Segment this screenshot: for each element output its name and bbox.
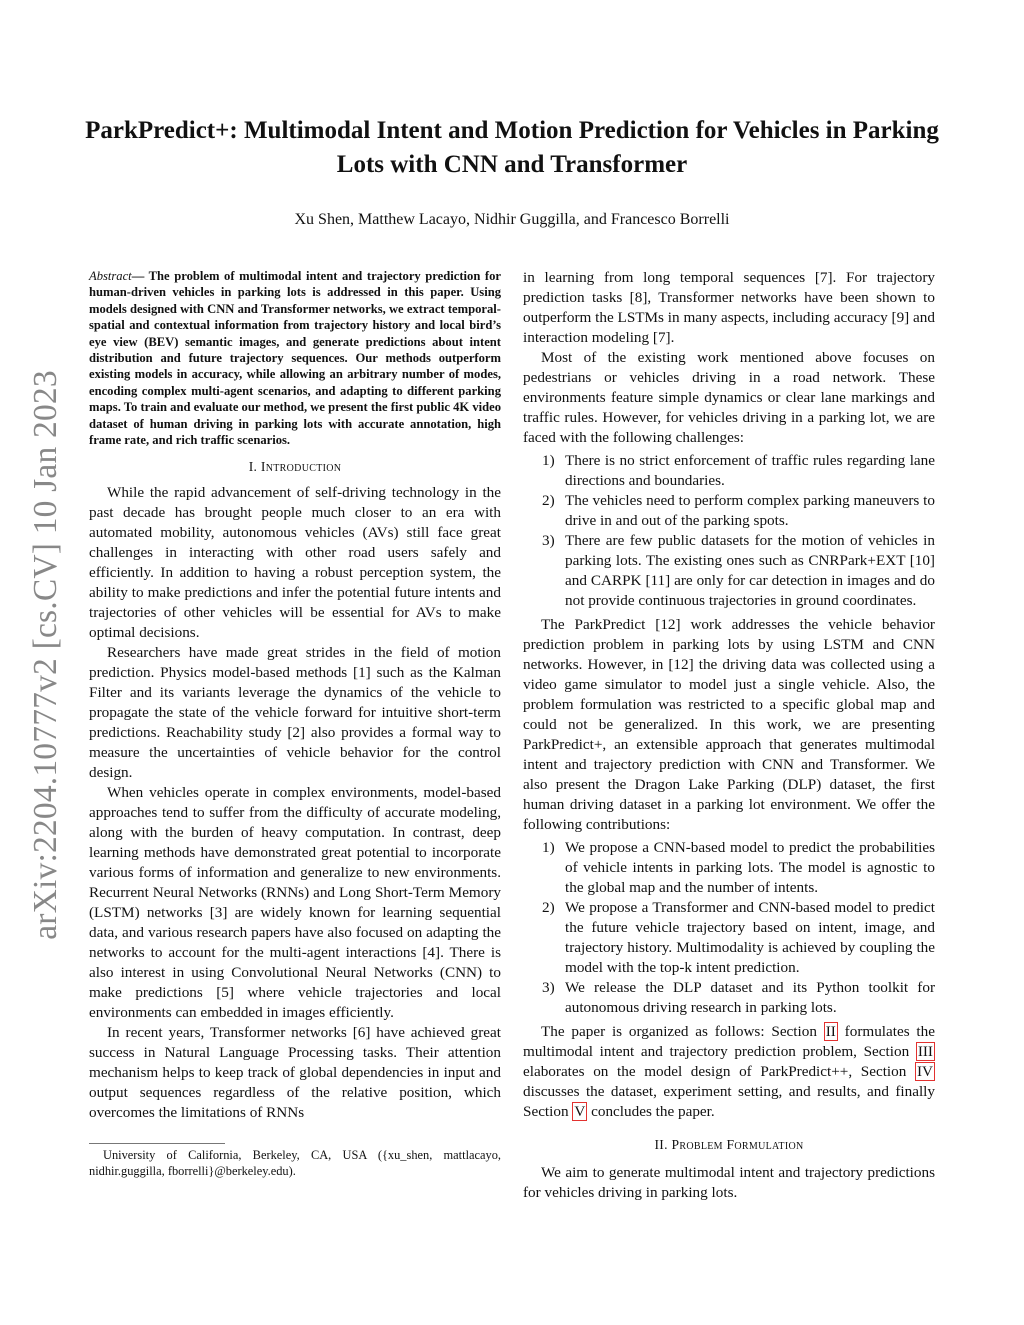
arxiv-id-text: arXiv:2204.10777v2 [cs.CV] 10 Jan 2023 (27, 370, 64, 940)
intro-paragraph-2: Researchers have made great strides in the field of motion prediction. Physics model-based methods [1] such as the Kalman Filter and its variants leverage the dynamics of the vehicle to propagate the state of the vehicle forward for intuitive short-term predictions. Reachability study [2] also provides a formal way to measure the uncertainties of vehicle behavior for the control design. (89, 644, 501, 782)
list-item: 2) The vehicles need to perform complex parking maneuvers to drive in and out of the parking spots. (542, 492, 935, 529)
intro-paragraph-3: When vehicles operate in complex environments, model-based approaches tend to suffer from the difficulty of accurate modeling, along with the burden of heavy computation. In contrast, deep learning methods have demonstrated great potential to incorporate various forms of information and generalize to new environments. Recurrent Neural Networks (RNNs) and Long Short-Term Memory (LSTM) networks [3] are widely known for learning sequential data, and various research papers have also focused on adapting the networks to account for the multi-agent interactions [4]. There is also interest in using Convolutional Neural Networks (CNN) to make predictions [5] where vehicle trajectories and local environments can embedded in images efficiently. (89, 784, 501, 1022)
paper-authors: Xu Shen, Matthew Lacayo, Nidhir Guggilla, and Francesco Borrelli (294, 211, 730, 228)
organization-paragraph: The paper is organized as follows: Section II formulates the multimodal intent and trajectory prediction problem, Section III elaborates on the model design of ParkPredict++, Section IV discusses the dataset, experiment setting, and results, and finally Section V concludes the paper. (523, 1023, 935, 1120)
intro-continued: in learning from long temporal sequences [7]. For trajectory prediction tasks [8], Transformer networks have been shown to outperform the LSTMs in many aspects, including accuracy [9] and interaction modeling [7]. (523, 269, 935, 346)
existing-work-paragraph: Most of the existing work mentioned above focuses on pedestrians or vehicles driving in a road network. These environments feature simple dynamics or clear lane markings and traffic rules. However, for vehicles driving in a parking lot, we are faced with the following challenges: (523, 349, 935, 446)
abstract-text: — The problem of multimodal intent and trajectory prediction for human-driven vehicles in parking lots is addressed in this paper. Using models designed with CNN and Transformer networks, we extract temporal-spatial and contextual information from trajectory history and local bird’s eye view (BEV) semantic images, and generate predictions about intent distribution and future trajectory sequences. Our methods outperform existing models in accuracy, while allowing an arbitrary number of modes, encoding complex multi-agent scenarios, and adapting to different parking maps. To train and evaluate our method, we present the first public 4K video dataset of human driving in parking lots with accurate annotation, high frame rate, and rich traffic scenarios. (89, 269, 502, 448)
problem-formulation-paragraph: We aim to generate multimodal intent and trajectory predictions for vehicles driving in parking lots. (523, 1164, 935, 1201)
intro-paragraph-4: In recent years, Transformer networks [6] have achieved great success in Natural Language Processing tasks. Their attention mechanism helps to keep track of global dependencies in input and output sequences regardless of the relative position, which overcomes the limitations of RNNs (89, 1024, 501, 1122)
list-item: 1) We propose a CNN-based model to predict the probabilities of vehicle intents in parking lots. The model is agnostic to the global map and the number of intents. (542, 839, 935, 896)
intro-paragraph-1: While the rapid advancement of self-driving technology in the past decade has brought people much closer to an era with automated mobility, autonomous vehicles (AVs) still face great challenges in interacting with other road users safely and efficiently. In addition to having a robust perception system, the ability to make predictions and infer the potential future intents and trajectories of other vehicles will be essential for AVs to make optimal decisions. (89, 484, 501, 642)
parkpredict-paragraph: The ParkPredict [12] work addresses the vehicle behavior prediction problem in parking lots by using LSTM and CNN networks. However, in [12] the driving data was collected using a video game simulator to model just a single vehicle. Also, the problem formulation was restricted to a specific global map and could not be generalized. In this work, we are presenting ParkPredict+, an extensible approach that generates multimodal intent and trajectory prediction with CNN and Transformer. We also present the Dragon Lake Parking (DLP) dataset, the first human driving dataset in a parking lot environment. We offer the following contributions: (523, 616, 935, 833)
section-link-ii[interactable]: II (825, 1023, 836, 1040)
right-column (523, 268, 935, 1203)
section-link-iv[interactable]: IV (916, 1063, 933, 1080)
contributions-list (523, 838, 935, 1018)
section-link-iii[interactable]: III (917, 1043, 933, 1060)
section-heading-problem-formulation: II. Problem Formulation (654, 1137, 804, 1152)
section-heading-introduction: I. Introduction (248, 459, 342, 475)
list-item: 1) There is no strict enforcement of traffic rules regarding lane directions and boundaries. (542, 452, 935, 489)
list-item: 3) We release the DLP dataset and its Python toolkit for autonomous driving research in parking lots. (542, 979, 935, 1016)
list-item: 2) We propose a Transformer and CNN-based model to predict the future vehicle trajectory based on intent, image, and trajectory history. Multimodality is achieved by coupling the model with the top-k intent prediction. (542, 899, 935, 976)
section-link-v[interactable]: V (574, 1103, 586, 1120)
left-column (89, 268, 501, 1179)
affiliation-footnote: University of California, Berkeley, CA, USA ({xu_shen, mattlacayo, nidhir.guggilla, fborrelli}@berkeley.edu). (89, 1148, 501, 1178)
challenges-list (523, 451, 935, 611)
abstract (89, 268, 501, 448)
footnote-rule (89, 1143, 225, 1144)
paper-title: ParkPredict+: Multimodal Intent and Motion Prediction for Vehicles in Parking Lots with CNN and Transformer (85, 117, 939, 178)
arxiv-identifier (24, 360, 68, 950)
list-item: 3) There are few public datasets for the motion of vehicles in parking lots. The existing ones such as CNRPark+EXT [10] and CARPK [11] are only for car detection in images and do not provide continuous trajectories in ground coordinates. (542, 532, 935, 609)
abstract-label: Abstract (89, 269, 132, 283)
